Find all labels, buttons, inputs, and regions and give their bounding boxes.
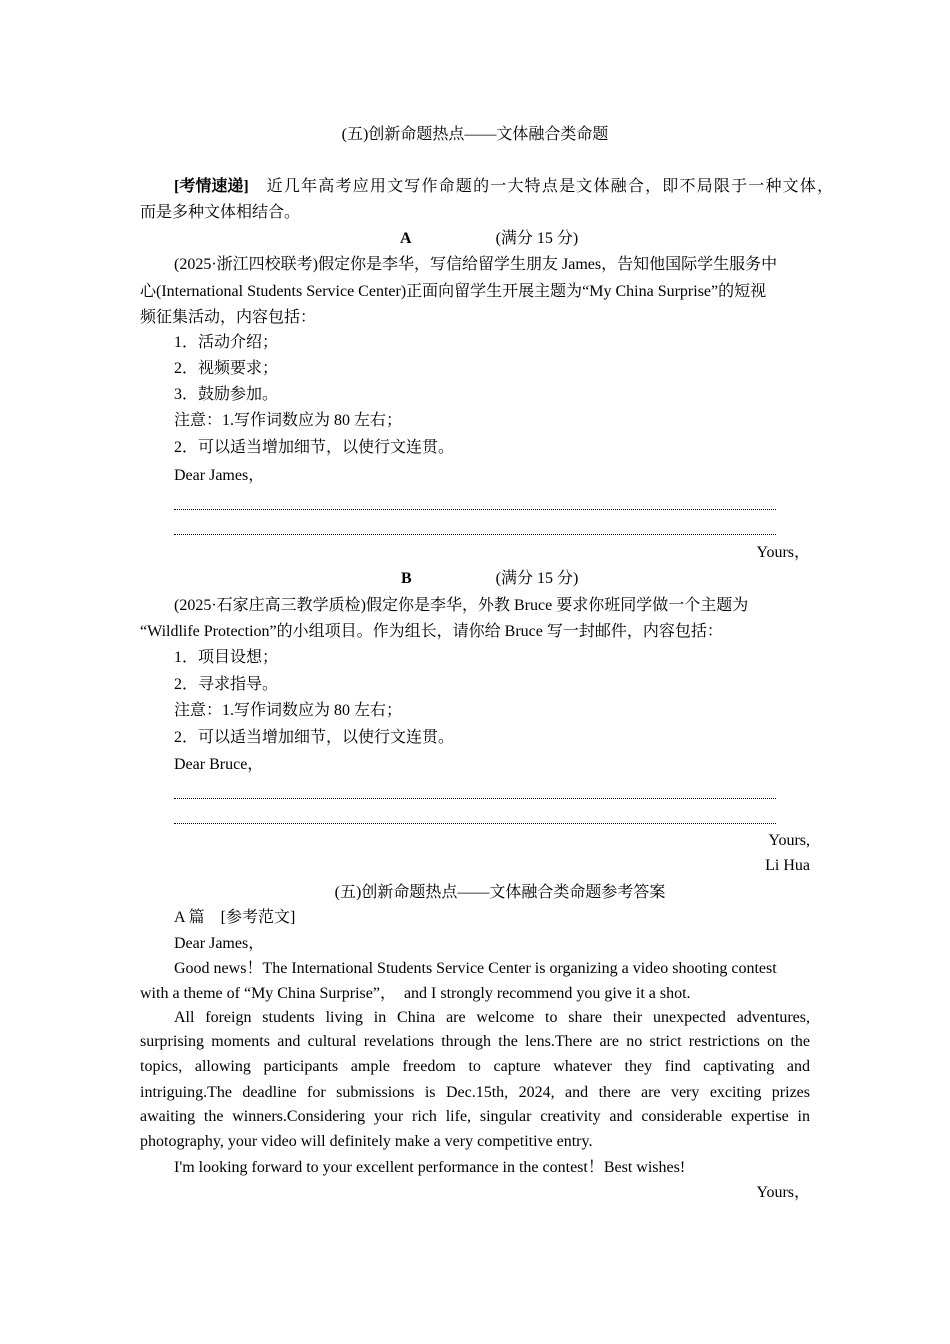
- answer-p2-line-3: topics, allowing participants ample freedom to capture whatever they find captivating and: [140, 1058, 810, 1075]
- answer-p2-line-6: photography, your video will definitely make a very competitive entry.: [140, 1133, 593, 1150]
- intro-line-2: 而是多种文体相结合。: [140, 204, 301, 221]
- task-a-note-2: 2．可以适当增加细节，以使行文连贯。: [174, 439, 455, 456]
- answer-p2-line-4: intriguing.The deadline for submissions is Dec.15th, 2024, and there are very exciting prizes: [140, 1084, 810, 1101]
- writing-line: [174, 798, 776, 799]
- intro-text-1: 近几年高考应用文写作命题的一大特点是文体融合，即不局限于一种文体，: [266, 178, 835, 195]
- writing-line: [174, 509, 776, 510]
- answer-heading: (五)创新命题热点——文体融合类命题参考答案: [334, 884, 666, 901]
- task-b-item-2: 2．寻求指导。: [174, 676, 279, 693]
- task-a-prompt-1: (2025·浙江四校联考)假定你是李华，写信给留学生朋友 James，告知他国际学生服务中: [174, 256, 778, 273]
- intro-line-1: [174, 174, 835, 199]
- answer-section-label: A 篇 [参考范文]: [174, 909, 296, 926]
- task-b-header: [140, 566, 810, 591]
- task-a-note-1: 注意：1.写作词数应为 80 左右；: [174, 412, 403, 429]
- task-a-prompt-3: 频征集活动，内容包括：: [140, 309, 317, 326]
- task-b-note-1: 注意：1.写作词数应为 80 左右；: [174, 702, 403, 719]
- task-a-item-1: 1．活动介绍；: [174, 334, 279, 351]
- task-a-score: (满分 15 分): [495, 230, 579, 247]
- answer-p3: I'm looking forward to your excellent performance in the contest！Best wishes!: [174, 1159, 686, 1176]
- answer-p1-line-1: Good news！The International Students Service Center is organizing a video shooting contest: [174, 960, 777, 977]
- task-a-label: A: [400, 230, 412, 247]
- task-b-note-2: 2．可以适当增加细节，以使行文连贯。: [174, 729, 455, 746]
- intro-tag: [考情速递]: [174, 178, 249, 195]
- writing-line: [174, 823, 776, 824]
- task-a-header: [140, 226, 810, 251]
- page-title: (五)创新命题热点——文体融合类命题: [341, 126, 609, 143]
- task-a-salutation: Dear James，: [174, 467, 265, 484]
- answer-closing: Yours，: [756, 1184, 810, 1201]
- task-b-closing: Yours,: [768, 832, 810, 849]
- writing-line: [174, 534, 776, 535]
- answer-p1-line-2: with a theme of “My China Surprise”， and I strongly recommend you give it a shot.: [140, 985, 691, 1002]
- answer-p2-line-5: awaiting the winners.Considering your rich life, singular creativity and considerable expertise in: [140, 1108, 810, 1125]
- task-b-score: (满分 15 分): [495, 570, 579, 587]
- task-b-item-1: 1．项目设想；: [174, 649, 279, 666]
- answer-p2-line-1: All foreign students living in China are welcome to share their unexpected adventures,: [174, 1009, 810, 1026]
- task-b-prompt-2: “Wildlife Protection”的小组项目。作为组长，请你给 Bruce 写一封邮件，内容包括：: [140, 623, 723, 640]
- task-a-closing: Yours，: [756, 544, 810, 561]
- task-a-item-2: 2．视频要求；: [174, 360, 279, 377]
- task-b-signature: Li Hua: [765, 857, 810, 874]
- answer-p2-line-2: surprising moments and cultural revelations through the lens.There are no strict restrictions on the: [140, 1033, 810, 1050]
- task-b-salutation: Dear Bruce，: [174, 756, 264, 773]
- task-a-item-3: 3．鼓励参加。: [174, 386, 279, 403]
- answer-salutation: Dear James，: [174, 935, 265, 952]
- task-a-prompt-2: 心(International Students Service Center)正面向留学生开展主题为“My China Surprise”的短视: [140, 283, 767, 300]
- task-b-label: B: [401, 570, 412, 587]
- task-b-prompt-1: (2025·石家庄高三教学质检)假定你是李华，外教 Bruce 要求你班同学做一个主题为: [174, 597, 749, 614]
